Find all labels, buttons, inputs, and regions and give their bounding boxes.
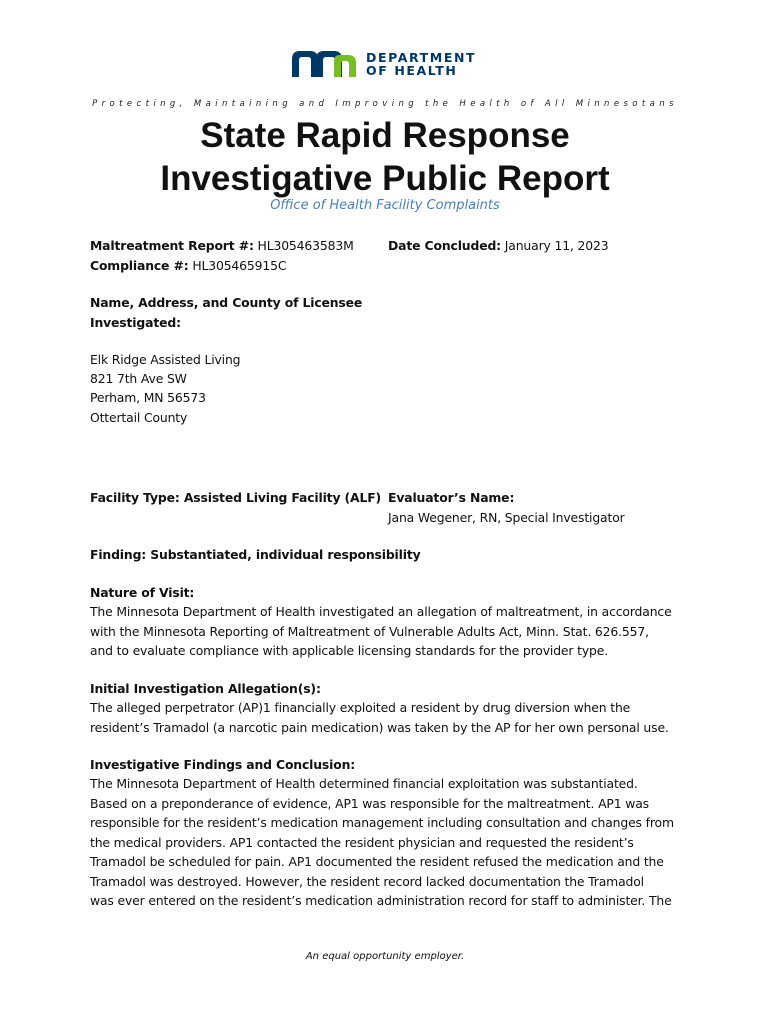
findings-line: was ever entered on the resident’s medication administration record for staff to administer. The: [90, 893, 672, 908]
compliance-label: Compliance #:: [90, 258, 189, 273]
compliance-value: HL305465915C: [192, 258, 287, 273]
title-line-2: Investigative Public Report: [160, 159, 610, 198]
findings-line: Tramadol was destroyed. However, the resident record lacked documentation the Tramadol: [90, 873, 644, 889]
nature-heading: Nature of Visit:: [90, 585, 195, 600]
findings-line: Tramadol be scheduled for pain. AP1 documented the resident refused the medication and the: [90, 854, 664, 869]
logo-line-2: OF HEALTH: [366, 63, 458, 78]
maltreatment-label: Maltreatment Report #:: [90, 238, 254, 253]
nature-line: and to evaluate compliance with applicable licensing standards for the provider type.: [90, 643, 608, 658]
finding: Finding: Substantiated, individual responsibility: [90, 547, 421, 562]
licensee-heading-line-1: Name, Address, and County of Licensee: [90, 295, 363, 310]
facility-type: Facility Type: Assisted Living Facility (ALF): [90, 490, 382, 505]
licensee-county: Ottertail County: [90, 410, 188, 425]
licensee-name: Elk Ridge Assisted Living: [90, 352, 241, 367]
logo-text: [366, 51, 476, 77]
nature-line: with the Minnesota Reporting of Maltreatment of Vulnerable Adults Act, Minn. Stat. 626.557,: [90, 623, 649, 639]
evaluator-label: Evaluator’s Name:: [388, 490, 515, 505]
findings-line: responsible for the resident’s medication management including consultation and changes from: [90, 815, 674, 830]
page-title: [0, 114, 770, 200]
nature-paragraph: [90, 602, 690, 661]
licensee-street: 821 7th Ave SW: [90, 371, 187, 386]
date-concluded: [388, 236, 608, 256]
date-label: Date Concluded:: [388, 238, 501, 253]
findings-line: The Minnesota Department of Health determined financial exploitation was substantiated.: [90, 776, 638, 791]
subtitle: Office of Health Facility Complaints: [270, 198, 500, 213]
nature-line: The Minnesota Department of Health investigated an allegation of maltreatment, in accordance: [90, 604, 672, 619]
findings-line: the medical providers. AP1 contacted the resident physician and requested the resident’s: [90, 834, 634, 850]
tagline: Protecting, Maintaining and Improving the Health of All Minnesotans: [92, 99, 678, 109]
findings-paragraph: [90, 774, 690, 911]
date-value: January 11, 2023: [504, 238, 609, 253]
allegation-paragraph: [90, 698, 690, 737]
findings-line: Based on a preponderance of evidence, AP1 was responsible for the maltreatment. AP1 was: [90, 795, 649, 811]
allegation-heading: Initial Investigation Allegation(s):: [90, 681, 321, 696]
mdh-logo: [290, 48, 476, 80]
maltreatment-report-number: [90, 236, 354, 256]
logo-line-1: DEPARTMENT: [366, 50, 477, 65]
compliance-number: [90, 256, 286, 276]
allegation-line: The alleged perpetrator (AP)1 financially exploited a resident by drug diversion when the: [90, 700, 631, 715]
findings-heading: Investigative Findings and Conclusion:: [90, 757, 356, 772]
maltreatment-value: HL305463583M: [257, 238, 354, 253]
licensee-city: Perham, MN 56573: [90, 390, 206, 405]
mn-logo-icon: [290, 49, 358, 79]
title-line-1: State Rapid Response: [200, 116, 570, 155]
evaluator-value: Jana Wegener, RN, Special Investigator: [388, 510, 625, 525]
licensee-heading-line-2: Investigated:: [90, 315, 181, 330]
allegation-line: resident’s Tramadol (a narcotic pain medication) was taken by the AP for her own personal use.: [90, 719, 669, 735]
footer-text: An equal opportunity employer.: [305, 951, 465, 962]
